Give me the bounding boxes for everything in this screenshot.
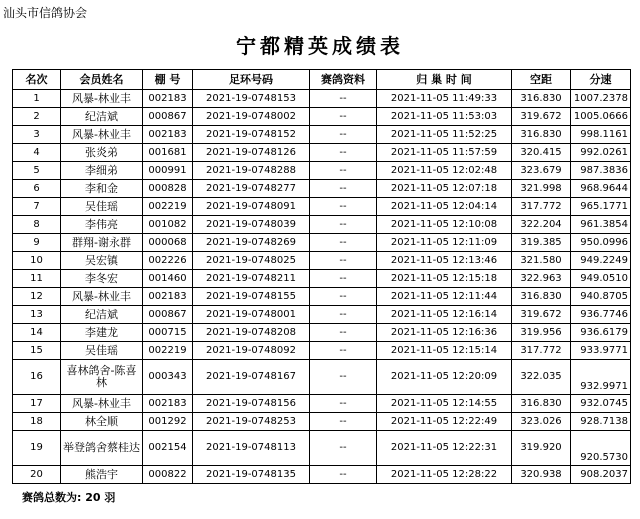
cell-pigeon-info: -- bbox=[310, 270, 377, 288]
cell-arrival-time: 2021-11-05 12:20:09 bbox=[377, 360, 512, 395]
table-row bbox=[13, 90, 631, 108]
cell-member-name: 李伟亮 bbox=[61, 216, 143, 234]
table-row bbox=[13, 324, 631, 342]
table-row bbox=[13, 162, 631, 180]
cell-loft-number: 000991 bbox=[143, 162, 193, 180]
col-header-distance: 空距 bbox=[512, 70, 571, 90]
cell-pigeon-info: -- bbox=[310, 306, 377, 324]
table-row bbox=[13, 126, 631, 144]
cell-ring-number: 2021-19-0748253 bbox=[193, 413, 310, 431]
col-header-member-name: 会员姓名 bbox=[61, 70, 143, 90]
cell-distance: 323.679 bbox=[512, 162, 571, 180]
cell-distance: 319.385 bbox=[512, 234, 571, 252]
cell-loft-number: 001460 bbox=[143, 270, 193, 288]
cell-member-name: 群翔-谢永群 bbox=[61, 234, 143, 252]
cell-arrival-time: 2021-11-05 12:02:48 bbox=[377, 162, 512, 180]
cell-rank: 13 bbox=[13, 306, 61, 324]
table-row bbox=[13, 252, 631, 270]
cell-distance: 323.026 bbox=[512, 413, 571, 431]
cell-member-name: 吴宏镇 bbox=[61, 252, 143, 270]
table-row bbox=[13, 180, 631, 198]
cell-arrival-time: 2021-11-05 12:28:22 bbox=[377, 466, 512, 484]
cell-ring-number: 2021-19-0748039 bbox=[193, 216, 310, 234]
cell-speed: 961.3854 bbox=[571, 216, 631, 234]
cell-speed: 1005.0666 bbox=[571, 108, 631, 126]
col-header-rank: 名次 bbox=[13, 70, 61, 90]
cell-pigeon-info: -- bbox=[310, 90, 377, 108]
cell-rank: 16 bbox=[13, 360, 61, 395]
cell-arrival-time: 2021-11-05 11:57:59 bbox=[377, 144, 512, 162]
cell-ring-number: 2021-19-0748025 bbox=[193, 252, 310, 270]
cell-ring-number: 2021-19-0748153 bbox=[193, 90, 310, 108]
cell-pigeon-info: -- bbox=[310, 198, 377, 216]
cell-pigeon-info: -- bbox=[310, 360, 377, 395]
cell-loft-number: 000822 bbox=[143, 466, 193, 484]
cell-ring-number: 2021-19-0748156 bbox=[193, 395, 310, 413]
table-row bbox=[13, 466, 631, 484]
cell-arrival-time: 2021-11-05 11:49:33 bbox=[377, 90, 512, 108]
cell-pigeon-info: -- bbox=[310, 466, 377, 484]
cell-speed: 932.0745 bbox=[571, 395, 631, 413]
cell-loft-number: 002226 bbox=[143, 252, 193, 270]
cell-member-name: 举登鸽舍蔡桂达 bbox=[61, 431, 143, 466]
cell-distance: 316.830 bbox=[512, 90, 571, 108]
cell-pigeon-info: -- bbox=[310, 180, 377, 198]
cell-rank: 14 bbox=[13, 324, 61, 342]
cell-arrival-time: 2021-11-05 12:10:08 bbox=[377, 216, 512, 234]
cell-speed: 987.3836 bbox=[571, 162, 631, 180]
cell-ring-number: 2021-19-0748092 bbox=[193, 342, 310, 360]
cell-loft-number: 002183 bbox=[143, 288, 193, 306]
cell-loft-number: 002219 bbox=[143, 198, 193, 216]
cell-ring-number: 2021-19-0748152 bbox=[193, 126, 310, 144]
cell-rank: 10 bbox=[13, 252, 61, 270]
cell-ring-number: 2021-19-0748126 bbox=[193, 144, 310, 162]
cell-rank: 18 bbox=[13, 413, 61, 431]
cell-arrival-time: 2021-11-05 12:11:44 bbox=[377, 288, 512, 306]
cell-speed: 968.9644 bbox=[571, 180, 631, 198]
cell-arrival-time: 2021-11-05 12:16:36 bbox=[377, 324, 512, 342]
cell-loft-number: 000828 bbox=[143, 180, 193, 198]
cell-rank: 8 bbox=[13, 216, 61, 234]
cell-distance: 316.830 bbox=[512, 288, 571, 306]
cell-member-name: 张炎弟 bbox=[61, 144, 143, 162]
organization-name: 汕头市信鸽协会 bbox=[3, 6, 88, 20]
cell-loft-number: 000867 bbox=[143, 306, 193, 324]
table-row bbox=[13, 395, 631, 413]
cell-pigeon-info: -- bbox=[310, 126, 377, 144]
table-row bbox=[13, 198, 631, 216]
cell-ring-number: 2021-19-0748288 bbox=[193, 162, 310, 180]
table-row bbox=[13, 108, 631, 126]
cell-arrival-time: 2021-11-05 12:07:18 bbox=[377, 180, 512, 198]
cell-rank: 9 bbox=[13, 234, 61, 252]
cell-distance: 319.956 bbox=[512, 324, 571, 342]
cell-member-name: 风暴-林业丰 bbox=[61, 395, 143, 413]
cell-speed: 950.0996 bbox=[571, 234, 631, 252]
cell-distance: 321.998 bbox=[512, 180, 571, 198]
cell-distance: 321.580 bbox=[512, 252, 571, 270]
cell-arrival-time: 2021-11-05 12:14:55 bbox=[377, 395, 512, 413]
cell-speed: 932.9971 bbox=[571, 360, 631, 395]
cell-member-name: 熊浩宇 bbox=[61, 466, 143, 484]
cell-arrival-time: 2021-11-05 12:22:49 bbox=[377, 413, 512, 431]
cell-arrival-time: 2021-11-05 11:52:25 bbox=[377, 126, 512, 144]
cell-loft-number: 001292 bbox=[143, 413, 193, 431]
cell-speed: 908.2037 bbox=[571, 466, 631, 484]
table-row bbox=[13, 144, 631, 162]
cell-speed: 928.7138 bbox=[571, 413, 631, 431]
table-row bbox=[13, 216, 631, 234]
table-row bbox=[13, 306, 631, 324]
cell-rank: 3 bbox=[13, 126, 61, 144]
cell-rank: 4 bbox=[13, 144, 61, 162]
cell-member-name: 吴佳瑶 bbox=[61, 342, 143, 360]
cell-member-name: 李建龙 bbox=[61, 324, 143, 342]
cell-member-name: 风暴-林业丰 bbox=[61, 288, 143, 306]
cell-pigeon-info: -- bbox=[310, 144, 377, 162]
cell-pigeon-info: -- bbox=[310, 108, 377, 126]
cell-rank: 12 bbox=[13, 288, 61, 306]
cell-distance: 319.920 bbox=[512, 431, 571, 466]
cell-distance: 322.035 bbox=[512, 360, 571, 395]
cell-distance: 322.963 bbox=[512, 270, 571, 288]
cell-speed: 936.6179 bbox=[571, 324, 631, 342]
cell-pigeon-info: -- bbox=[310, 252, 377, 270]
cell-distance: 322.204 bbox=[512, 216, 571, 234]
total-count: 赛鸽总数为: 20 羽 bbox=[22, 491, 116, 504]
cell-arrival-time: 2021-11-05 11:53:03 bbox=[377, 108, 512, 126]
cell-ring-number: 2021-19-0748091 bbox=[193, 198, 310, 216]
cell-rank: 19 bbox=[13, 431, 61, 466]
cell-arrival-time: 2021-11-05 12:04:14 bbox=[377, 198, 512, 216]
cell-loft-number: 002154 bbox=[143, 431, 193, 466]
cell-loft-number: 000068 bbox=[143, 234, 193, 252]
cell-rank: 15 bbox=[13, 342, 61, 360]
cell-rank: 17 bbox=[13, 395, 61, 413]
cell-member-name: 喜林鸽舍-陈喜林 bbox=[61, 360, 143, 395]
cell-ring-number: 2021-19-0748277 bbox=[193, 180, 310, 198]
col-header-pigeon-info: 赛鸽资料 bbox=[310, 70, 377, 90]
cell-arrival-time: 2021-11-05 12:13:46 bbox=[377, 252, 512, 270]
cell-speed: 933.9771 bbox=[571, 342, 631, 360]
cell-member-name: 纪洁斌 bbox=[61, 108, 143, 126]
cell-ring-number: 2021-19-0748208 bbox=[193, 324, 310, 342]
table-row bbox=[13, 413, 631, 431]
cell-speed: 965.1771 bbox=[571, 198, 631, 216]
cell-speed: 936.7746 bbox=[571, 306, 631, 324]
cell-member-name: 吴佳瑶 bbox=[61, 198, 143, 216]
col-header-ring-number: 足环号码 bbox=[193, 70, 310, 90]
cell-member-name: 纪洁斌 bbox=[61, 306, 143, 324]
cell-ring-number: 2021-19-0748155 bbox=[193, 288, 310, 306]
cell-arrival-time: 2021-11-05 12:11:09 bbox=[377, 234, 512, 252]
cell-arrival-time: 2021-11-05 12:22:31 bbox=[377, 431, 512, 466]
cell-member-name: 林全顺 bbox=[61, 413, 143, 431]
table-row bbox=[13, 288, 631, 306]
cell-ring-number: 2021-19-0748211 bbox=[193, 270, 310, 288]
cell-ring-number: 2021-19-0748002 bbox=[193, 108, 310, 126]
cell-rank: 6 bbox=[13, 180, 61, 198]
results-table bbox=[12, 69, 631, 484]
cell-distance: 320.415 bbox=[512, 144, 571, 162]
col-header-loft-number: 棚 号 bbox=[143, 70, 193, 90]
cell-member-name: 李冬宏 bbox=[61, 270, 143, 288]
cell-member-name: 风暴-林业丰 bbox=[61, 90, 143, 108]
cell-speed: 1007.2378 bbox=[571, 90, 631, 108]
col-header-speed: 分速 bbox=[571, 70, 631, 90]
cell-speed: 998.1161 bbox=[571, 126, 631, 144]
cell-arrival-time: 2021-11-05 12:16:14 bbox=[377, 306, 512, 324]
cell-distance: 320.938 bbox=[512, 466, 571, 484]
table-row bbox=[13, 360, 631, 395]
cell-speed: 992.0261 bbox=[571, 144, 631, 162]
cell-member-name: 李细弟 bbox=[61, 162, 143, 180]
cell-member-name: 李和金 bbox=[61, 180, 143, 198]
cell-rank: 1 bbox=[13, 90, 61, 108]
cell-loft-number: 000715 bbox=[143, 324, 193, 342]
cell-loft-number: 002183 bbox=[143, 90, 193, 108]
cell-pigeon-info: -- bbox=[310, 431, 377, 466]
cell-pigeon-info: -- bbox=[310, 342, 377, 360]
cell-rank: 2 bbox=[13, 108, 61, 126]
cell-rank: 7 bbox=[13, 198, 61, 216]
table-row bbox=[13, 431, 631, 466]
cell-loft-number: 000343 bbox=[143, 360, 193, 395]
cell-speed: 920.5730 bbox=[571, 431, 631, 466]
cell-pigeon-info: -- bbox=[310, 234, 377, 252]
cell-ring-number: 2021-19-0748113 bbox=[193, 431, 310, 466]
cell-speed: 940.8705 bbox=[571, 288, 631, 306]
cell-loft-number: 002183 bbox=[143, 126, 193, 144]
cell-ring-number: 2021-19-0748269 bbox=[193, 234, 310, 252]
cell-distance: 316.830 bbox=[512, 126, 571, 144]
cell-loft-number: 002183 bbox=[143, 395, 193, 413]
cell-distance: 316.830 bbox=[512, 395, 571, 413]
cell-distance: 317.772 bbox=[512, 342, 571, 360]
cell-pigeon-info: -- bbox=[310, 216, 377, 234]
cell-pigeon-info: -- bbox=[310, 162, 377, 180]
cell-ring-number: 2021-19-0748167 bbox=[193, 360, 310, 395]
col-header-arrival-time: 归 巢 时 间 bbox=[377, 70, 512, 90]
cell-loft-number: 001082 bbox=[143, 216, 193, 234]
cell-ring-number: 2021-19-0748001 bbox=[193, 306, 310, 324]
cell-speed: 949.0510 bbox=[571, 270, 631, 288]
cell-distance: 319.672 bbox=[512, 108, 571, 126]
cell-distance: 319.672 bbox=[512, 306, 571, 324]
cell-member-name: 风暴-林业丰 bbox=[61, 126, 143, 144]
cell-loft-number: 002219 bbox=[143, 342, 193, 360]
cell-rank: 20 bbox=[13, 466, 61, 484]
cell-loft-number: 000867 bbox=[143, 108, 193, 126]
cell-distance: 317.772 bbox=[512, 198, 571, 216]
cell-speed: 949.2249 bbox=[571, 252, 631, 270]
table-header-row bbox=[13, 70, 631, 90]
cell-rank: 5 bbox=[13, 162, 61, 180]
table-row bbox=[13, 234, 631, 252]
table-row bbox=[13, 270, 631, 288]
cell-pigeon-info: -- bbox=[310, 288, 377, 306]
cell-rank: 11 bbox=[13, 270, 61, 288]
cell-pigeon-info: -- bbox=[310, 324, 377, 342]
page-title: 宁都精英成绩表 bbox=[236, 34, 404, 58]
table-row bbox=[13, 342, 631, 360]
cell-arrival-time: 2021-11-05 12:15:14 bbox=[377, 342, 512, 360]
cell-ring-number: 2021-19-0748135 bbox=[193, 466, 310, 484]
cell-pigeon-info: -- bbox=[310, 395, 377, 413]
cell-loft-number: 001681 bbox=[143, 144, 193, 162]
cell-pigeon-info: -- bbox=[310, 413, 377, 431]
cell-arrival-time: 2021-11-05 12:15:18 bbox=[377, 270, 512, 288]
